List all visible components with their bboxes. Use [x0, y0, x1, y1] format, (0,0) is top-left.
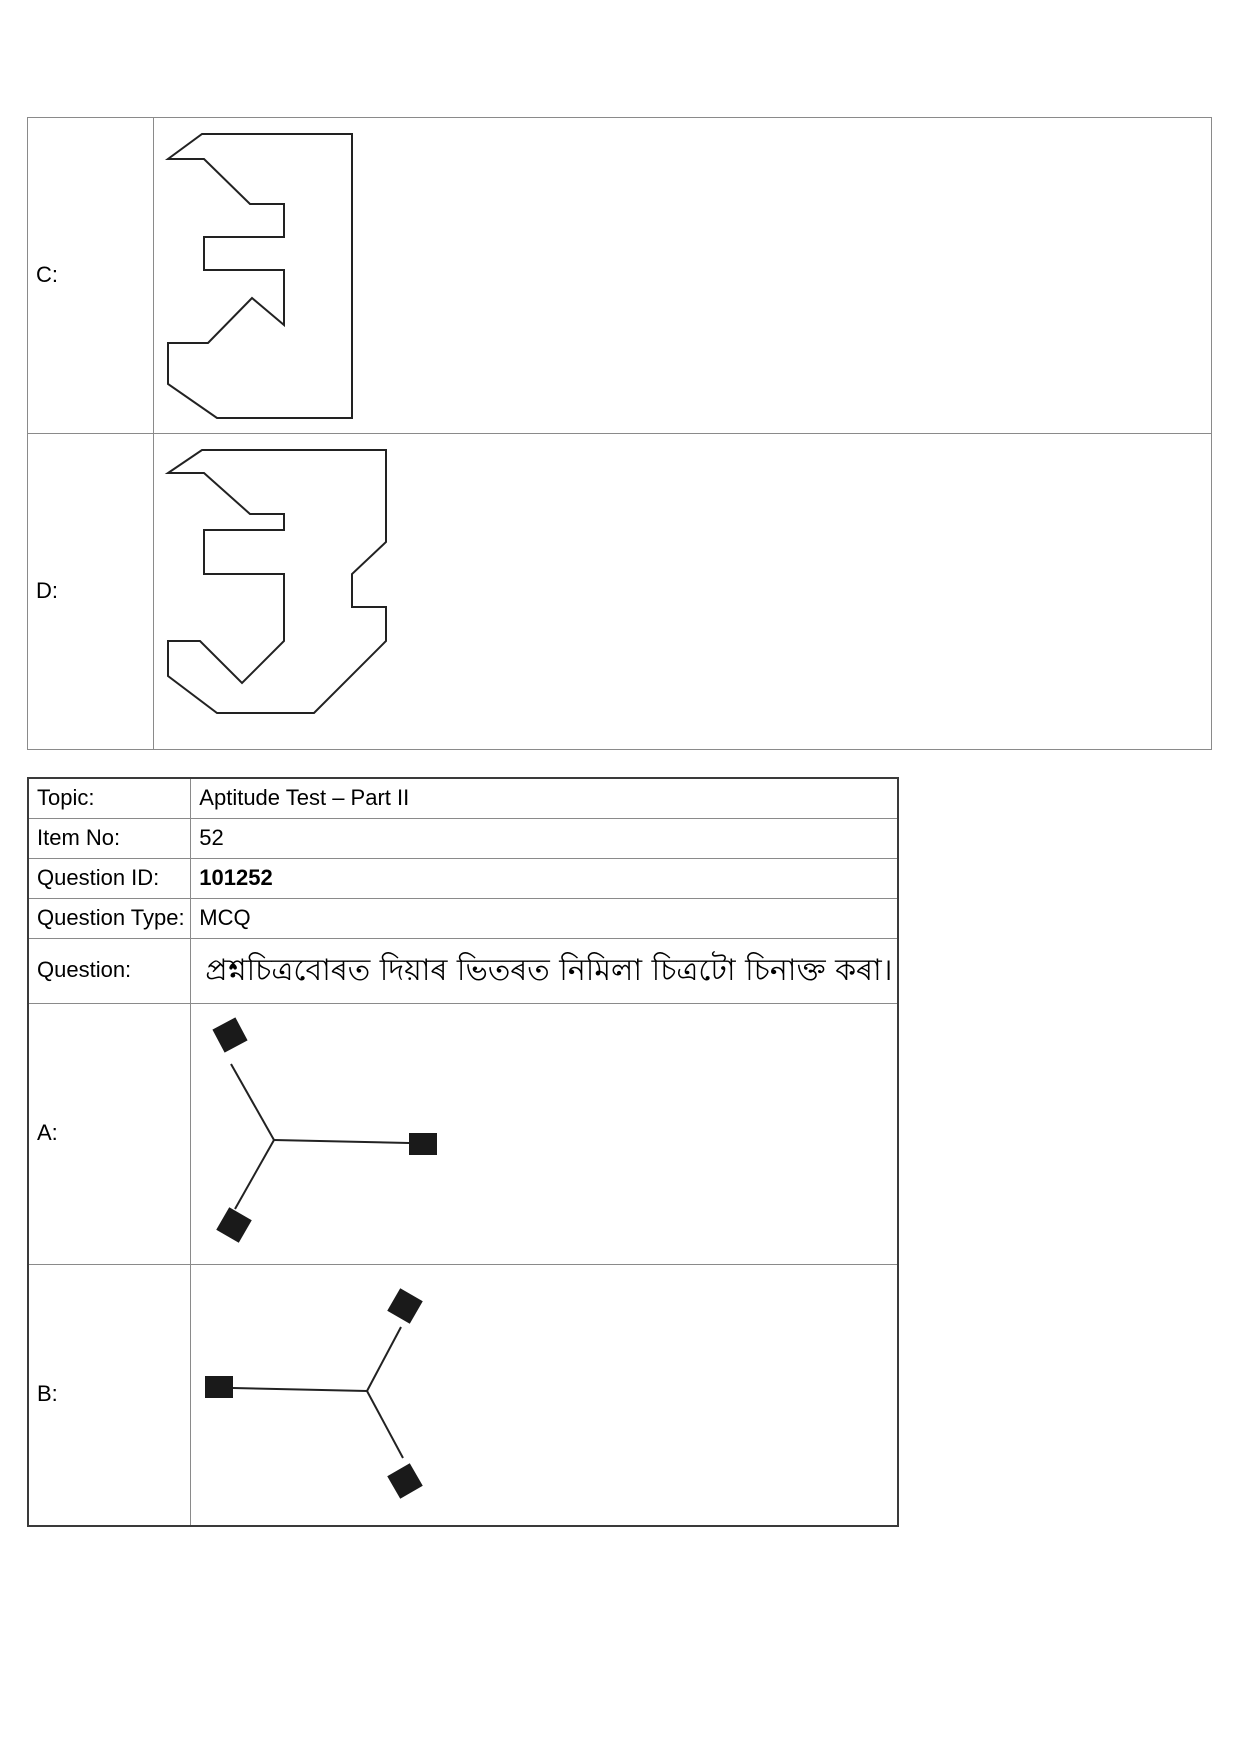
option-a-arms [231, 1064, 409, 1209]
question-type-row [28, 898, 898, 938]
option-label: A: [28, 1003, 191, 1264]
option-b-figure-icon [191, 1265, 491, 1525]
option-figure-cell [153, 118, 1211, 434]
topic-value: Aptitude Test – Part II [191, 778, 898, 818]
options-continued-table [27, 117, 1212, 750]
item-no-label: Item No: [28, 818, 191, 858]
option-label: C: [28, 118, 154, 434]
item-no-value: 52 [191, 818, 898, 858]
option-figure-cell [191, 1264, 898, 1526]
option-d-figure-icon [154, 434, 454, 749]
item-no-row [28, 818, 898, 858]
question-text: প্রশ্নচিত্রবোৰত দিয়াৰ ভিতৰত নিমিলা চিত্ৰটো চিনাক্ত কৰা। [191, 938, 898, 1003]
option-row-b [28, 1264, 898, 1526]
option-label: D: [28, 434, 154, 750]
question-label: Question: [28, 938, 191, 1003]
question-id-value: 101252 [191, 858, 898, 898]
option-row-d [28, 434, 1212, 750]
option-a-figure-icon [191, 1004, 491, 1264]
option-c-figure-icon [154, 118, 454, 433]
question-type-label: Question Type: [28, 898, 191, 938]
option-label: B: [28, 1264, 191, 1526]
option-figure-cell [153, 434, 1211, 750]
question-row [28, 938, 898, 1003]
question-type-value: MCQ [191, 898, 898, 938]
question-id-row [28, 858, 898, 898]
option-figure-cell [191, 1003, 898, 1264]
option-b-arms [233, 1327, 403, 1458]
option-row-c [28, 118, 1212, 434]
option-c-outline [168, 134, 352, 418]
option-b-squares [205, 1288, 423, 1499]
option-d-outline [168, 450, 386, 713]
question-id-label: Question ID: [28, 858, 191, 898]
topic-label: Topic: [28, 778, 191, 818]
topic-row [28, 778, 898, 818]
question-table [27, 777, 899, 1527]
option-row-a [28, 1003, 898, 1264]
option-a-squares [213, 1017, 438, 1242]
